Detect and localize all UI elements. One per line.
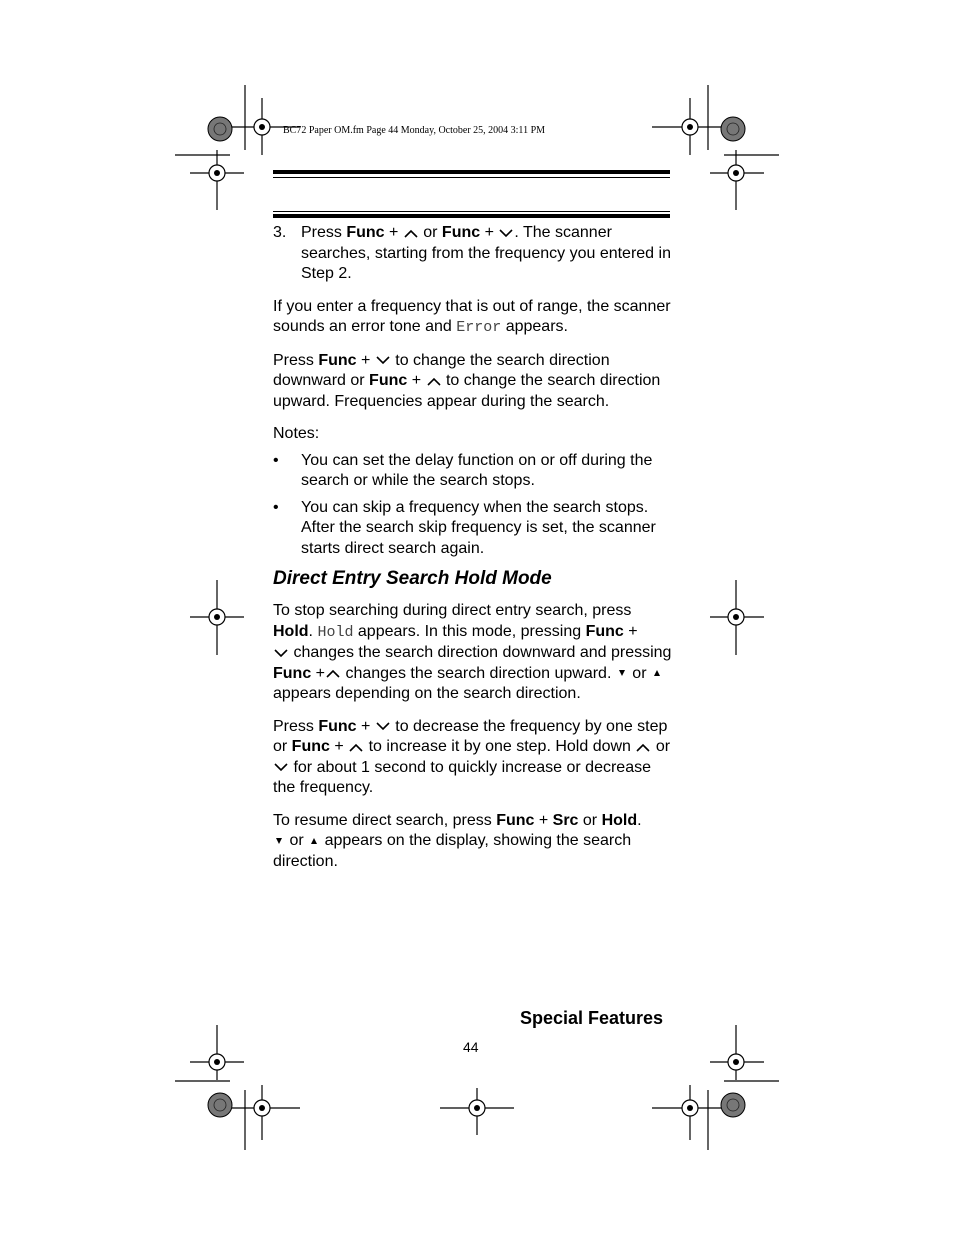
triangle-up-icon — [308, 836, 320, 846]
triangle-down-icon — [273, 836, 285, 846]
file-slug: BC72 Paper OM.fm Page 44 Monday, October 25, 2004 3:11 PM — [283, 125, 546, 136]
step-paragraph: Press Func + to decrease the frequency by one step or Func + to increase it by one step. Hold down or for about 1 second to quickly increase or decrease the frequency. — [273, 717, 671, 796]
chevron-down-icon — [375, 720, 391, 732]
notes-label: Notes: — [273, 425, 320, 442]
error-paragraph: If you enter a frequency that is out of range, the scanner sounds an error tone and Error appears. — [273, 297, 671, 336]
chevron-up-icon — [635, 741, 651, 753]
chevron-down-icon — [498, 227, 514, 239]
chevron-up-icon — [348, 741, 364, 753]
section-rule-thin — [273, 211, 670, 212]
page-content — [273, 223, 673, 884]
hold-mode-paragraph: To stop searching during direct entry search, press Hold. Hold appears. In this mode, pressing Func + changes the search direction downward and pressing Func + changes the search direction upward. or appears depending on the search direction. — [273, 602, 672, 702]
chevron-up-icon — [403, 227, 419, 239]
step-3-text: Press Func + or Func + . The scanner searches, starting from the frequency you entered in Step 2. — [301, 224, 671, 282]
page-number: 44 — [463, 1039, 479, 1055]
step-number: 3. — [273, 224, 287, 241]
triangle-up-icon — [651, 668, 663, 678]
footer-section-title: Special Features — [520, 1008, 664, 1028]
section-heading: Direct Entry Search Hold Mode — [273, 568, 552, 589]
resume-paragraph: To resume direct search, press Func + Src or Hold. or appears on the display, showing the search direction. — [273, 811, 642, 870]
header-rule-thin — [273, 177, 670, 178]
note-item: • You can skip a frequency when the search stops. After the search skip frequency is set, the scanner starts direct search again. — [273, 498, 656, 557]
chevron-down-icon — [273, 761, 289, 773]
triangle-down-icon — [616, 668, 628, 678]
direction-paragraph: Press Func + to change the search direction downward or Func + to change the search direction upward. Frequencies appear during the search. — [273, 351, 661, 410]
chevron-down-icon — [375, 354, 391, 366]
hold-display-text: Hold — [317, 623, 354, 641]
note-item: • You can set the delay function on or off during the search or while the search stops. — [273, 451, 653, 489]
chevron-up-icon — [325, 667, 341, 679]
section-rule-thick — [273, 214, 670, 218]
header-rule-thick — [273, 170, 670, 174]
error-display-text: Error — [456, 319, 502, 336]
chevron-up-icon — [426, 375, 442, 387]
step-3 — [273, 223, 673, 285]
chevron-down-icon — [273, 647, 289, 659]
